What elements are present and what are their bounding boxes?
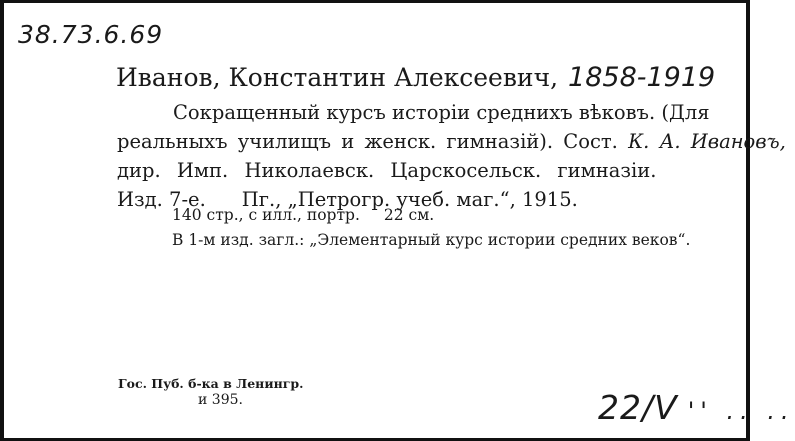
publisher: Пг., „Петрогр. учеб. маг.“, 1915.: [241, 188, 578, 211]
library-stamp: [118, 376, 304, 408]
accession-tail: '' .. ..: [687, 397, 795, 425]
author-name: Иванов, Константин Алексеевич,: [116, 63, 559, 92]
author-dates: 1858-1919: [568, 62, 716, 93]
accession-mark: [598, 388, 795, 427]
physical-description: 140 стр., с илл., портр.: [172, 206, 360, 224]
physical-description-line: [172, 206, 434, 224]
card-border-top: [0, 0, 750, 3]
title-line-3: дир. Имп. Николаевск. Царскосельск. гимназіи.: [117, 159, 657, 182]
accession-number: 22/V: [598, 388, 678, 427]
author-heading: [116, 62, 715, 93]
card-border-right: [746, 0, 750, 441]
stamp-line-2: и 395.: [198, 392, 243, 408]
title-line-2: [117, 127, 786, 156]
stamp-line-1: Гос. Пуб. б-ка в Ленингр.: [118, 376, 304, 391]
edition: Изд. 7-е.: [117, 188, 206, 211]
note-line: В 1-м изд. загл.: „Элементарный курс истории средних веков“.: [172, 231, 691, 249]
title-block: [117, 98, 786, 214]
card-border-left: [0, 0, 4, 441]
call-number: 38.73.6.69: [18, 20, 164, 49]
title-line-1: Сокращенный курсъ исторіи среднихъ вѣковъ. (Для: [173, 101, 710, 124]
title-line-2-text: реальныхъ училищъ и женск. гимназій). Сост.: [117, 130, 618, 153]
compiler-initials: К. А. Ивановъ,: [628, 130, 786, 153]
dimensions: 22 см.: [383, 206, 435, 224]
